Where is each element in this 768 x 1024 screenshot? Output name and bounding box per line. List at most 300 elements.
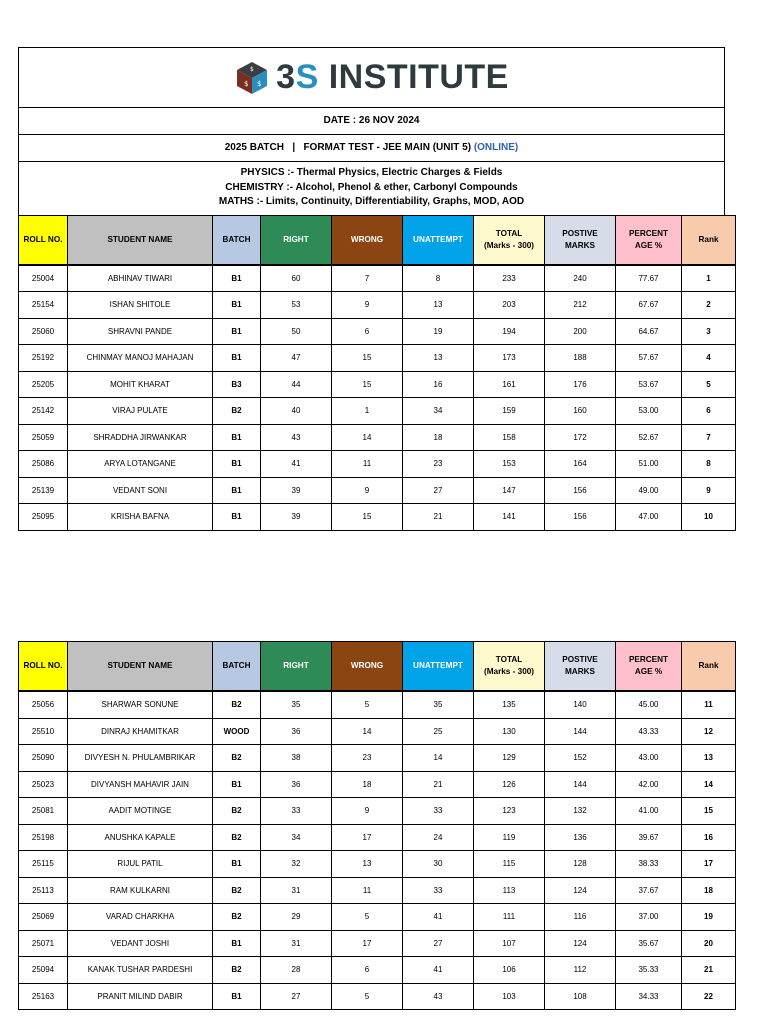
cell-roll: 25163 xyxy=(19,983,68,1010)
cell-rank: 20 xyxy=(682,930,736,957)
cell-percent: 67.67 xyxy=(616,292,682,319)
cell-total: 135 xyxy=(474,691,545,718)
column-header-label: UNATTEMPT xyxy=(413,661,463,670)
cell-positive: 156 xyxy=(545,477,616,504)
column-header-label: ROLL NO. xyxy=(23,661,63,670)
cell-wrong: 5 xyxy=(332,904,403,931)
table-header-row xyxy=(19,642,736,692)
cell-right: 43 xyxy=(261,424,332,451)
cell-rank: 8 xyxy=(682,451,736,478)
cell-right: 33 xyxy=(261,798,332,825)
cell-batch: B2 xyxy=(213,824,261,851)
result-sheet-bottom xyxy=(18,641,725,1010)
cell-wrong: 17 xyxy=(332,824,403,851)
column-header-label: ROLL NO. xyxy=(23,234,63,244)
cell-percent: 52.67 xyxy=(616,424,682,451)
cell-positive: 132 xyxy=(545,798,616,825)
cell-wrong: 11 xyxy=(332,877,403,904)
svg-text:$: $ xyxy=(244,79,249,88)
cell-name: DIVYESH N. PHULAMBRIKAR xyxy=(68,745,213,772)
cell-total: 194 xyxy=(474,318,545,345)
cell-name: DINRAJ KHAMITKAR xyxy=(68,718,213,745)
cell-percent: 45.00 xyxy=(616,691,682,718)
cell-wrong: 1 xyxy=(332,398,403,425)
cell-rank: 21 xyxy=(682,957,736,984)
cell-rank: 11 xyxy=(682,691,736,718)
cell-total: 203 xyxy=(474,292,545,319)
cell-total: 111 xyxy=(474,904,545,931)
cell-wrong: 23 xyxy=(332,745,403,772)
cube-logo-icon xyxy=(234,60,270,96)
result-sheet-top xyxy=(18,47,725,531)
column-header-wrong xyxy=(332,642,403,692)
table-row xyxy=(19,318,736,345)
cell-positive: 188 xyxy=(545,345,616,372)
cell-positive: 124 xyxy=(545,877,616,904)
cell-right: 40 xyxy=(261,398,332,425)
cell-name: SHRADDHA JIRWANKAR xyxy=(68,424,213,451)
cell-batch: B2 xyxy=(213,798,261,825)
cell-batch: B1 xyxy=(213,771,261,798)
table-row xyxy=(19,798,736,825)
cell-right: 31 xyxy=(261,877,332,904)
cell-unattempt: 33 xyxy=(403,877,474,904)
cell-rank: 3 xyxy=(682,318,736,345)
cell-rank: 13 xyxy=(682,745,736,772)
cell-rank: 18 xyxy=(682,877,736,904)
cell-rank: 12 xyxy=(682,718,736,745)
table-row xyxy=(19,930,736,957)
cell-name: ABHINAV TIWARI xyxy=(68,265,213,292)
cell-right: 36 xyxy=(261,718,332,745)
cell-positive: 136 xyxy=(545,824,616,851)
cell-name: SHRAVNI PANDE xyxy=(68,318,213,345)
cell-total: 130 xyxy=(474,718,545,745)
cell-right: 39 xyxy=(261,477,332,504)
maths-syllabus: MATHS :- Limits, Continuity, Differentiability, Graphs, MOD, AOD xyxy=(218,196,525,207)
cell-percent: 49.00 xyxy=(616,477,682,504)
column-header-label: POSTIVE xyxy=(562,228,598,238)
cell-right: 44 xyxy=(261,371,332,398)
cell-positive: 144 xyxy=(545,718,616,745)
column-header-right xyxy=(261,642,332,692)
cell-total: 161 xyxy=(474,371,545,398)
column-header-total xyxy=(474,215,545,265)
cell-positive: 116 xyxy=(545,904,616,931)
cell-right: 38 xyxy=(261,745,332,772)
cell-unattempt: 25 xyxy=(403,718,474,745)
cell-percent: 64.67 xyxy=(616,318,682,345)
cell-name: AADIT MOTINGE xyxy=(68,798,213,825)
cell-unattempt: 13 xyxy=(403,345,474,372)
cell-percent: 47.00 xyxy=(616,504,682,531)
table-row xyxy=(19,371,736,398)
column-header-sublabel: AGE % xyxy=(634,240,663,250)
table-row xyxy=(19,345,736,372)
cell-percent: 42.00 xyxy=(616,771,682,798)
cell-rank: 10 xyxy=(682,504,736,531)
cell-roll: 25094 xyxy=(19,957,68,984)
cell-batch: B1 xyxy=(213,930,261,957)
cell-positive: 176 xyxy=(545,371,616,398)
cell-right: 31 xyxy=(261,930,332,957)
cell-name: PRANIT MILIND DABIR xyxy=(68,983,213,1010)
table-row xyxy=(19,877,736,904)
table-row xyxy=(19,265,736,292)
column-header-label: WRONG xyxy=(350,661,384,670)
cell-batch: B1 xyxy=(213,424,261,451)
cell-total: 173 xyxy=(474,345,545,372)
cell-rank: 16 xyxy=(682,824,736,851)
cell-roll: 25004 xyxy=(19,265,68,292)
cell-wrong: 11 xyxy=(332,451,403,478)
cell-wrong: 15 xyxy=(332,504,403,531)
cell-wrong: 17 xyxy=(332,930,403,957)
cell-right: 32 xyxy=(261,851,332,878)
test-line xyxy=(19,134,724,161)
column-header-roll xyxy=(19,215,68,265)
cell-total: 126 xyxy=(474,771,545,798)
column-header-label: TOTAL xyxy=(495,228,523,238)
cell-unattempt: 21 xyxy=(403,771,474,798)
cell-percent: 51.00 xyxy=(616,451,682,478)
cell-percent: 35.33 xyxy=(616,957,682,984)
cell-positive: 144 xyxy=(545,771,616,798)
cell-unattempt: 19 xyxy=(403,318,474,345)
cell-rank: 17 xyxy=(682,851,736,878)
column-header-label: Rank xyxy=(698,661,719,670)
cell-roll: 25060 xyxy=(19,318,68,345)
cell-total: 153 xyxy=(474,451,545,478)
cell-percent: 35.67 xyxy=(616,930,682,957)
chemistry-syllabus: CHEMISTRY :- Alcohol, Phenol & ether, Carbonyl Compounds xyxy=(225,181,518,193)
cell-name: KANAK TUSHAR PARDESHI xyxy=(68,957,213,984)
cell-wrong: 6 xyxy=(332,318,403,345)
cell-percent: 43.33 xyxy=(616,718,682,745)
institute-logo xyxy=(19,48,724,107)
cell-right: 50 xyxy=(261,318,332,345)
column-header-label: PERCENT xyxy=(628,228,669,238)
physics-syllabus: PHYSICS :- Thermal Physics, Electric Charges & Fields xyxy=(240,167,503,178)
cell-percent: 43.00 xyxy=(616,745,682,772)
cell-roll: 25198 xyxy=(19,824,68,851)
cell-unattempt: 27 xyxy=(403,477,474,504)
cell-wrong: 18 xyxy=(332,771,403,798)
cell-name: VEDANT JOSHI xyxy=(68,930,213,957)
table-row xyxy=(19,292,736,319)
cell-right: 60 xyxy=(261,265,332,292)
table-row xyxy=(19,398,736,425)
table-row xyxy=(19,771,736,798)
column-header-label: Rank xyxy=(698,234,719,244)
table-row xyxy=(19,983,736,1010)
cell-right: 28 xyxy=(261,957,332,984)
cell-total: 147 xyxy=(474,477,545,504)
cell-percent: 37.67 xyxy=(616,877,682,904)
cell-percent: 37.00 xyxy=(616,904,682,931)
cell-rank: 15 xyxy=(682,798,736,825)
logo-text-institute: INSTITUTE xyxy=(318,58,509,96)
cell-total: 119 xyxy=(474,824,545,851)
column-header-label: BATCH xyxy=(222,234,251,244)
column-header-roll xyxy=(19,642,68,692)
cell-total: 103 xyxy=(474,983,545,1010)
cell-total: 115 xyxy=(474,851,545,878)
cell-unattempt: 41 xyxy=(403,957,474,984)
cell-batch: B1 xyxy=(213,851,261,878)
results-table-1 xyxy=(18,215,736,531)
cell-positive: 172 xyxy=(545,424,616,451)
cell-unattempt: 13 xyxy=(403,292,474,319)
column-header-label: UNATTEMPT xyxy=(413,234,463,244)
cell-percent: 53.67 xyxy=(616,371,682,398)
table-row xyxy=(19,691,736,718)
cell-unattempt: 14 xyxy=(403,745,474,772)
cell-name: VARAD CHARKHA xyxy=(68,904,213,931)
column-header-name xyxy=(68,215,213,265)
cell-total: 106 xyxy=(474,957,545,984)
cell-positive: 152 xyxy=(545,745,616,772)
column-header-batch xyxy=(213,215,261,265)
column-header-sublabel: AGE % xyxy=(634,667,663,676)
cell-positive: 240 xyxy=(545,265,616,292)
cell-batch: B2 xyxy=(213,877,261,904)
cell-percent: 53.00 xyxy=(616,398,682,425)
table-row xyxy=(19,824,736,851)
cell-percent: 41.00 xyxy=(616,798,682,825)
column-header-percent xyxy=(616,215,682,265)
cell-unattempt: 8 xyxy=(403,265,474,292)
cell-right: 53 xyxy=(261,292,332,319)
column-header-label: STUDENT NAME xyxy=(107,661,173,670)
cell-roll: 25095 xyxy=(19,504,68,531)
cell-total: 159 xyxy=(474,398,545,425)
cell-roll: 25069 xyxy=(19,904,68,931)
cell-rank: 7 xyxy=(682,424,736,451)
column-header-positive xyxy=(545,642,616,692)
column-header-unattempt xyxy=(403,215,474,265)
table-row xyxy=(19,477,736,504)
logo-wordmark xyxy=(276,58,509,97)
cell-rank: 1 xyxy=(682,265,736,292)
cell-name: ANUSHKA KAPALE xyxy=(68,824,213,851)
cell-unattempt: 27 xyxy=(403,930,474,957)
column-header-sublabel: (Marks - 300) xyxy=(483,240,535,250)
cell-roll: 25056 xyxy=(19,691,68,718)
cell-batch: B1 xyxy=(213,504,261,531)
table-row xyxy=(19,745,736,772)
cell-roll: 25154 xyxy=(19,292,68,319)
column-header-wrong xyxy=(332,215,403,265)
cell-wrong: 14 xyxy=(332,718,403,745)
cell-roll: 25086 xyxy=(19,451,68,478)
column-header-label: RIGHT xyxy=(283,234,309,244)
cell-name: ISHAN SHITOLE xyxy=(68,292,213,319)
cell-percent: 39.67 xyxy=(616,824,682,851)
cell-roll: 25142 xyxy=(19,398,68,425)
cell-right: 34 xyxy=(261,824,332,851)
column-header-label: TOTAL xyxy=(495,655,523,664)
cell-percent: 38.33 xyxy=(616,851,682,878)
column-header-rank xyxy=(682,642,736,692)
cell-positive: 200 xyxy=(545,318,616,345)
cell-right: 35 xyxy=(261,691,332,718)
cell-right: 27 xyxy=(261,983,332,1010)
cell-right: 39 xyxy=(261,504,332,531)
date-line: DATE : 26 NOV 2024 xyxy=(19,107,724,134)
cell-name: DIVYANSH MAHAVIR JAIN xyxy=(68,771,213,798)
cell-positive: 128 xyxy=(545,851,616,878)
cell-unattempt: 34 xyxy=(403,398,474,425)
cell-right: 41 xyxy=(261,451,332,478)
cell-total: 233 xyxy=(474,265,545,292)
cell-wrong: 9 xyxy=(332,477,403,504)
results-table-2 xyxy=(18,641,736,1010)
cell-positive: 156 xyxy=(545,504,616,531)
column-header-sublabel: MARKS xyxy=(564,240,596,250)
cell-batch: B2 xyxy=(213,904,261,931)
table-row xyxy=(19,957,736,984)
table-header-row xyxy=(19,215,736,265)
table-row xyxy=(19,718,736,745)
cell-unattempt: 35 xyxy=(403,691,474,718)
column-header-label: STUDENT NAME xyxy=(107,234,173,244)
cell-name: RAM KULKARNI xyxy=(68,877,213,904)
cell-wrong: 9 xyxy=(332,798,403,825)
cell-batch: B2 xyxy=(213,398,261,425)
cell-name: MOHIT KHARAT xyxy=(68,371,213,398)
column-header-label: BATCH xyxy=(222,661,251,670)
column-header-sublabel: (Marks - 300) xyxy=(483,667,535,676)
column-header-total xyxy=(474,642,545,692)
cell-positive: 212 xyxy=(545,292,616,319)
cell-name: CHINMAY MANOJ MAHAJAN xyxy=(68,345,213,372)
column-header-label: POSTIVE xyxy=(562,655,598,664)
cell-total: 129 xyxy=(474,745,545,772)
cell-unattempt: 41 xyxy=(403,904,474,931)
cell-batch: B1 xyxy=(213,345,261,372)
cell-wrong: 5 xyxy=(332,691,403,718)
cell-right: 36 xyxy=(261,771,332,798)
cell-rank: 6 xyxy=(682,398,736,425)
cell-rank: 9 xyxy=(682,477,736,504)
cell-batch: WOOD xyxy=(213,718,261,745)
cell-roll: 25192 xyxy=(19,345,68,372)
cell-roll: 25059 xyxy=(19,424,68,451)
cell-batch: B1 xyxy=(213,292,261,319)
cell-name: ARYA LOTANGANE xyxy=(68,451,213,478)
column-header-unattempt xyxy=(403,642,474,692)
cell-batch: B1 xyxy=(213,318,261,345)
cell-positive: 164 xyxy=(545,451,616,478)
cell-name: RIJUL PATIL xyxy=(68,851,213,878)
cell-unattempt: 23 xyxy=(403,451,474,478)
test-mode: (ONLINE) xyxy=(473,142,519,153)
cell-wrong: 5 xyxy=(332,983,403,1010)
cell-right: 47 xyxy=(261,345,332,372)
cell-roll: 25090 xyxy=(19,745,68,772)
cell-total: 123 xyxy=(474,798,545,825)
cell-roll: 25113 xyxy=(19,877,68,904)
cell-total: 141 xyxy=(474,504,545,531)
cell-wrong: 7 xyxy=(332,265,403,292)
cell-unattempt: 24 xyxy=(403,824,474,851)
cell-wrong: 14 xyxy=(332,424,403,451)
column-header-batch xyxy=(213,642,261,692)
cell-unattempt: 33 xyxy=(403,798,474,825)
cell-wrong: 6 xyxy=(332,957,403,984)
cell-rank: 5 xyxy=(682,371,736,398)
svg-text:$: $ xyxy=(250,65,254,73)
table-row xyxy=(19,851,736,878)
cell-rank: 14 xyxy=(682,771,736,798)
logo-text-s: S xyxy=(295,58,319,96)
cell-unattempt: 16 xyxy=(403,371,474,398)
table-row xyxy=(19,424,736,451)
cell-roll: 25023 xyxy=(19,771,68,798)
cell-positive: 108 xyxy=(545,983,616,1010)
cell-roll: 25071 xyxy=(19,930,68,957)
column-header-sublabel: MARKS xyxy=(564,667,596,676)
cell-name: VEDANT SONI xyxy=(68,477,213,504)
cell-positive: 124 xyxy=(545,930,616,957)
sheet-header xyxy=(18,47,725,215)
cell-roll: 25115 xyxy=(19,851,68,878)
column-header-positive xyxy=(545,215,616,265)
cell-percent: 77.67 xyxy=(616,265,682,292)
cell-batch: B2 xyxy=(213,745,261,772)
cell-batch: B2 xyxy=(213,957,261,984)
cell-name: VIRAJ PULATE xyxy=(68,398,213,425)
cell-percent: 57.67 xyxy=(616,345,682,372)
cell-roll: 25510 xyxy=(19,718,68,745)
cell-rank: 4 xyxy=(682,345,736,372)
column-header-label: PERCENT xyxy=(628,655,669,664)
column-header-name xyxy=(68,642,213,692)
cell-percent: 34.33 xyxy=(616,983,682,1010)
cell-batch: B1 xyxy=(213,265,261,292)
cell-batch: B3 xyxy=(213,371,261,398)
cell-rank: 19 xyxy=(682,904,736,931)
cell-unattempt: 43 xyxy=(403,983,474,1010)
cell-name: SHARWAR SONUNE xyxy=(68,691,213,718)
cell-total: 107 xyxy=(474,930,545,957)
cell-wrong: 9 xyxy=(332,292,403,319)
cell-batch: B1 xyxy=(213,451,261,478)
column-header-label: RIGHT xyxy=(283,661,309,670)
cell-unattempt: 18 xyxy=(403,424,474,451)
cell-rank: 22 xyxy=(682,983,736,1010)
logo-text-3: 3 xyxy=(276,58,296,96)
cell-wrong: 13 xyxy=(332,851,403,878)
test-title: 2025 BATCH | FORMAT TEST - JEE MAIN (UNIT 5) xyxy=(224,142,472,153)
column-header-label: WRONG xyxy=(350,234,384,244)
table-row xyxy=(19,504,736,531)
svg-text:$: $ xyxy=(257,79,262,88)
cell-roll: 25205 xyxy=(19,371,68,398)
cell-positive: 112 xyxy=(545,957,616,984)
cell-positive: 160 xyxy=(545,398,616,425)
cell-unattempt: 30 xyxy=(403,851,474,878)
cell-total: 158 xyxy=(474,424,545,451)
cell-positive: 140 xyxy=(545,691,616,718)
cell-roll: 25081 xyxy=(19,798,68,825)
cell-rank: 2 xyxy=(682,292,736,319)
cell-batch: B1 xyxy=(213,983,261,1010)
cell-wrong: 15 xyxy=(332,371,403,398)
cell-name: KRISHA BAFNA xyxy=(68,504,213,531)
cell-right: 29 xyxy=(261,904,332,931)
